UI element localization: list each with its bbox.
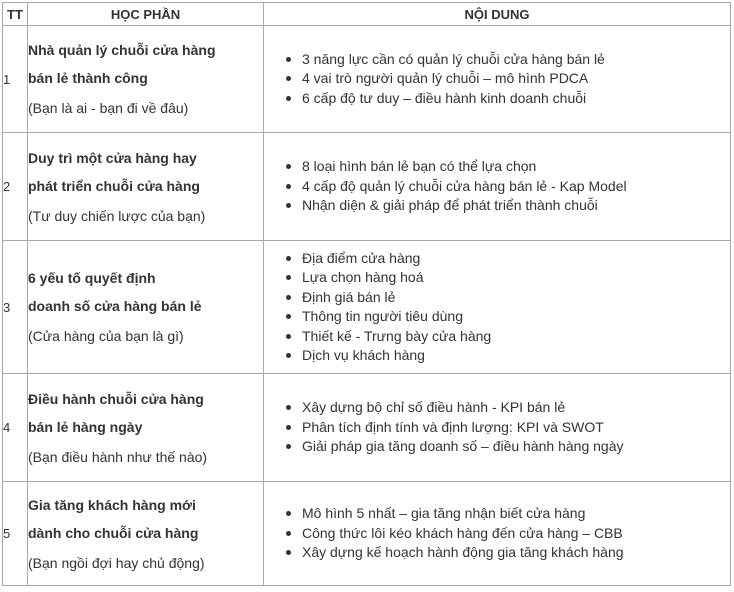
module-title-line-2: bán lẻ hàng ngày <box>28 418 143 435</box>
list-item-text: Thông tin người tiêu dùng <box>302 308 463 324</box>
bullet-icon <box>286 295 291 300</box>
module-cell <box>28 133 264 241</box>
header-tt: TT <box>3 3 28 26</box>
list-item <box>302 307 730 327</box>
module-title-line-1: Nhà quản lý chuỗi cửa hàng <box>28 42 216 58</box>
bullet-icon <box>286 511 291 516</box>
list-item-text: Giải pháp gia tăng doanh số – điều hành hàng ngày <box>302 438 624 455</box>
list-item <box>302 524 730 544</box>
content-list <box>264 50 730 109</box>
module-title-line-2: bán lẻ thành công <box>28 70 148 86</box>
list-item-text: Phân tích định tính và định lượng: KPI và SWOT <box>302 418 604 435</box>
list-item-text: 8 loại hình bán lẻ bạn có thể lựa chọn <box>302 158 537 175</box>
row-number: 5 <box>3 482 28 586</box>
list-item-text: Mô hình 5 nhất – gia tăng nhận biết cửa hàng <box>302 505 586 522</box>
list-item <box>302 398 730 418</box>
bullet-icon <box>286 531 291 536</box>
list-item-text: Nhận diện & giải pháp để phát triển thành chuỗi <box>302 197 598 214</box>
list-item <box>302 418 730 438</box>
list-item-text: Xây dựng kế hoạch hành động gia tăng khách hàng <box>302 544 624 561</box>
module-subtitle: (Bạn là ai - bạn đi về đâu) <box>28 100 189 116</box>
content-cell <box>264 482 731 586</box>
list-item <box>302 268 730 288</box>
bullet-icon <box>286 164 291 169</box>
list-item-text: Định giá bán lẻ <box>302 288 396 305</box>
list-item <box>302 249 730 269</box>
curriculum-table <box>2 2 731 586</box>
list-item <box>302 327 730 347</box>
content-list <box>264 504 730 563</box>
header-row <box>3 3 731 26</box>
module-cell <box>28 374 264 482</box>
content-list <box>264 157 730 216</box>
module-title-line-1: Điều hành chuỗi cửa hàng <box>28 390 204 407</box>
list-item-text: 3 năng lực cần có quản lý chuỗi cửa hàng bán lẻ <box>302 50 605 67</box>
bullet-icon <box>286 184 291 189</box>
table-row <box>3 482 731 586</box>
content-list <box>264 398 730 457</box>
table-row <box>3 26 731 133</box>
list-item-text: Dịch vụ khách hàng <box>302 347 425 363</box>
module-title-line-2: dành cho chuỗi cửa hàng <box>28 524 199 541</box>
module-title-line-1: Duy trì một cửa hàng hay <box>28 149 197 166</box>
module-cell <box>28 26 264 133</box>
content-cell <box>264 241 731 374</box>
bullet-icon <box>286 57 291 62</box>
bullet-icon <box>286 550 291 555</box>
list-item-text: Công thức lôi kéo khách hàng đến cửa hàng – CBB <box>302 524 623 541</box>
bullet-icon <box>286 275 291 280</box>
row-number: 4 <box>3 374 28 482</box>
table-row <box>3 374 731 482</box>
module-title-line-2: doanh số cửa hàng bán lẻ <box>28 298 202 314</box>
list-item <box>302 177 730 197</box>
bullet-icon <box>286 405 291 410</box>
bullet-icon <box>286 96 291 101</box>
content-cell <box>264 133 731 241</box>
list-item-text: Lựa chọn hàng hoá <box>302 269 424 285</box>
header-module: HỌC PHẦN <box>28 3 264 26</box>
list-item-text: 4 vai trò người quản lý chuỗi – mô hình PDCA <box>302 70 589 87</box>
list-item-text: Xây dựng bộ chỉ số điều hành - KPI bán lẻ <box>302 399 566 416</box>
list-item <box>302 50 730 70</box>
list-item <box>302 504 730 524</box>
list-item-text: Địa điểm cửa hàng <box>302 249 421 266</box>
content-cell <box>264 374 731 482</box>
bullet-icon <box>286 353 291 358</box>
module-cell <box>28 241 264 374</box>
bullet-icon <box>286 76 291 81</box>
bullet-icon <box>286 203 291 208</box>
list-item <box>302 543 730 563</box>
module-subtitle: (Bạn điều hành như thế nào) <box>28 448 208 465</box>
module-title-line-1: Gia tăng khách hàng mới <box>28 496 196 513</box>
list-item-text: Thiết kế - Trưng bày cửa hàng <box>302 327 492 344</box>
module-title-line-2: phát triển chuỗi cửa hàng <box>28 177 200 194</box>
module-subtitle: (Cửa hàng của bạn là gì) <box>28 328 184 344</box>
bullet-icon <box>286 444 291 449</box>
list-item-text: 6 cấp độ tư duy – điều hành kinh doanh chuỗi <box>302 89 587 106</box>
bullet-icon <box>286 334 291 339</box>
module-cell <box>28 482 264 586</box>
content-cell <box>264 26 731 133</box>
table-row <box>3 133 731 241</box>
list-item <box>302 157 730 177</box>
list-item <box>302 346 730 366</box>
list-item <box>302 196 730 216</box>
header-content: NỘI DUNG <box>264 3 731 26</box>
table-row <box>3 241 731 374</box>
list-item-text: 4 cấp độ quản lý chuỗi cửa hàng bán lẻ - Kap Model <box>302 177 627 194</box>
content-list <box>264 249 730 366</box>
list-item <box>302 288 730 308</box>
list-item <box>302 69 730 89</box>
module-subtitle: (Tư duy chiến lược của bạn) <box>28 207 206 224</box>
module-subtitle: (Bạn ngồi đợi hay chủ động) <box>28 554 205 571</box>
list-item <box>302 89 730 109</box>
row-number: 3 <box>3 241 28 374</box>
bullet-icon <box>286 314 291 319</box>
row-number: 2 <box>3 133 28 241</box>
list-item <box>302 437 730 457</box>
module-title-line-1: 6 yếu tố quyết định <box>28 270 156 286</box>
row-number: 1 <box>3 26 28 133</box>
bullet-icon <box>286 425 291 430</box>
bullet-icon <box>286 256 291 261</box>
